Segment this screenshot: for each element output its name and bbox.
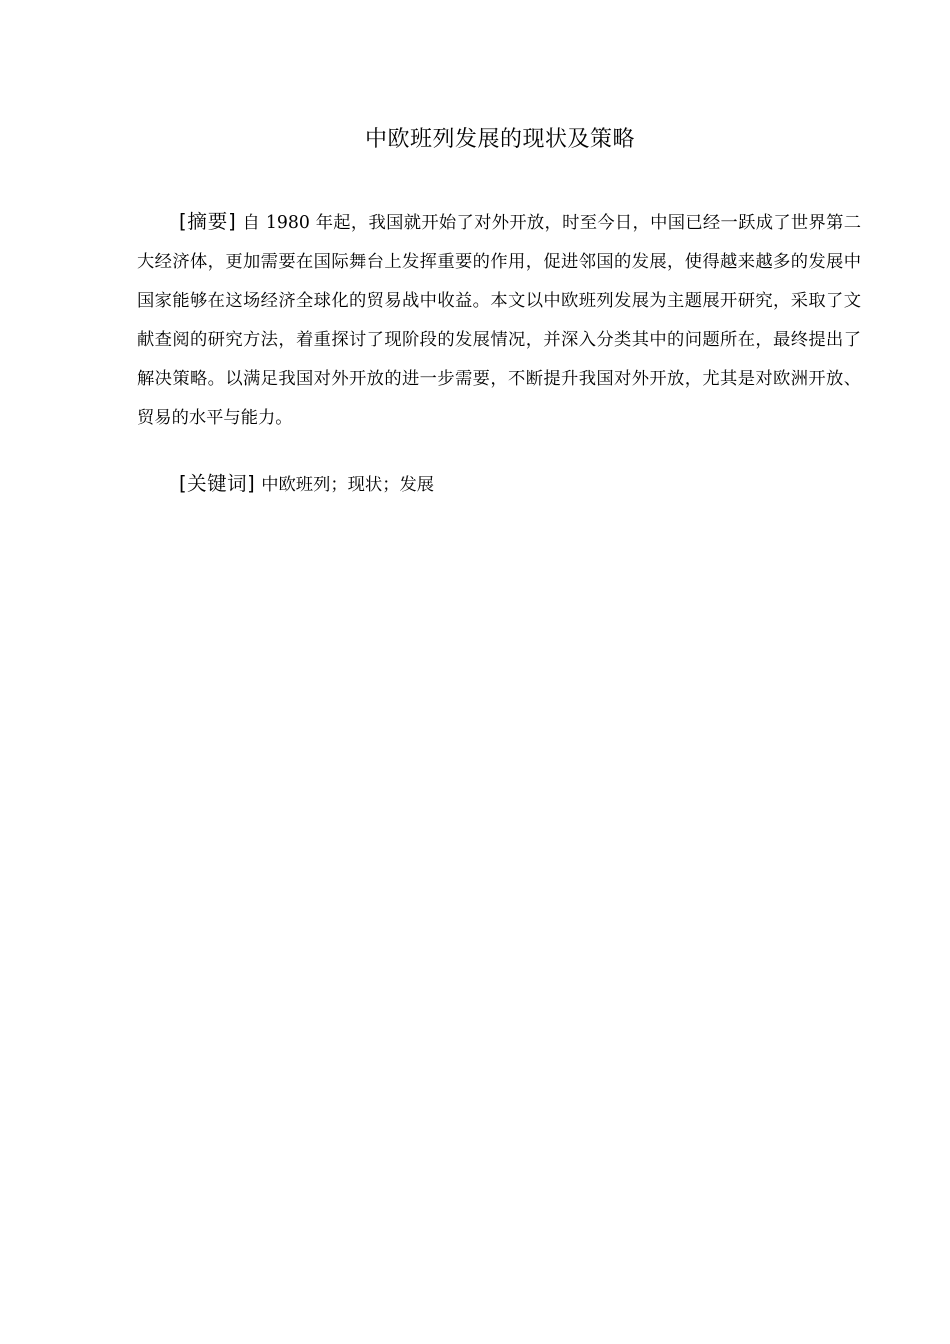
keywords-label: [关键词] xyxy=(179,472,256,495)
keywords-paragraph xyxy=(179,466,869,503)
paper-title: 中欧班列发展的现状及策略 xyxy=(364,127,635,152)
abstract-text: 自 1980 年起，我国就开始了对外开放，时至今日，中国已经一跃成了世界第二大经济体，更加需要在国际舞台上发挥重要的作用，促进邻国的发展，使得越来越多的发展中国家能够在这场经济全球化的贸易战中收益。本文以中欧班列发展为主题展开研究，采取了文献查阅的研究方法，着重探讨了现阶段的发展情况，并深入分类其中的问题所在，最终提出了解决策略。以满足我国对外开放的进一步需要，不断提升我国对外开放，尤其是对欧洲开放、贸易的水平与能力。 xyxy=(137,213,862,428)
abstract-paragraph xyxy=(137,202,861,438)
abstract-label: [摘要] xyxy=(179,210,237,233)
keywords-text: 中欧班列；现状；发展 xyxy=(261,475,435,495)
